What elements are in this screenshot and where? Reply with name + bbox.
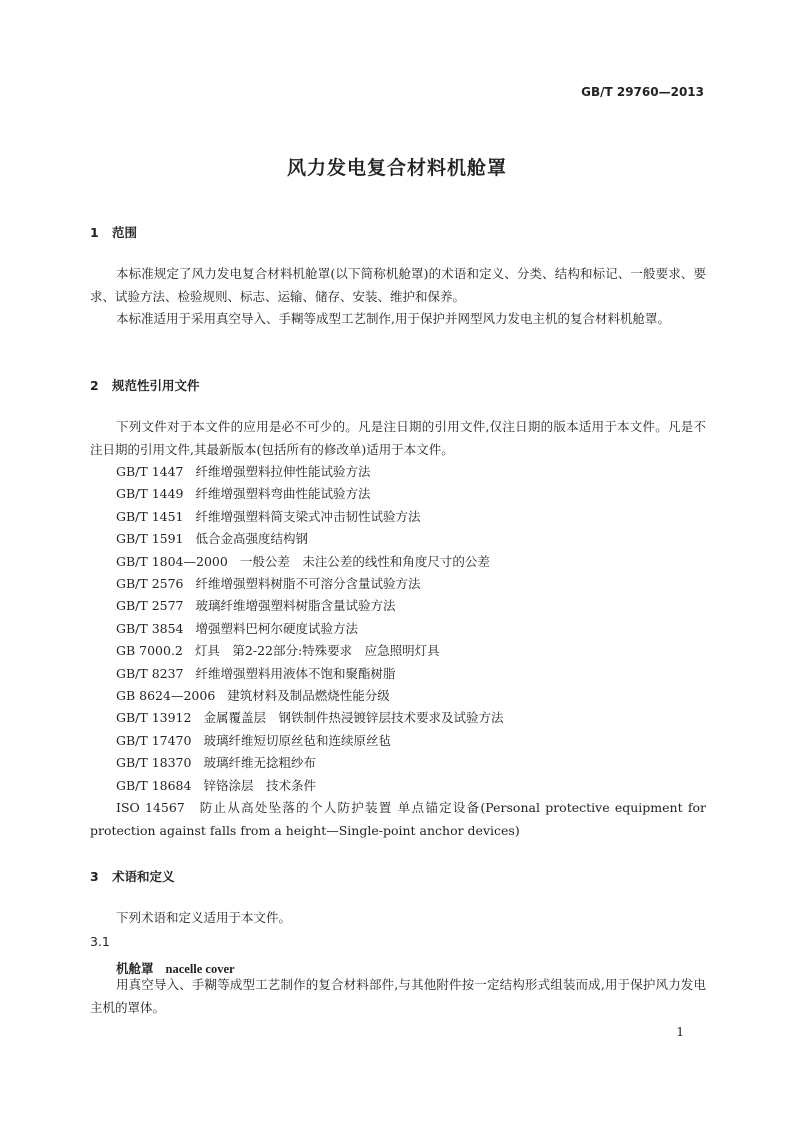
terms-intro: 下列术语和定义适用于本文件。 <box>116 910 292 925</box>
reference-item <box>90 663 706 685</box>
reference-title: 锌铬涂层 技术条件 <box>203 777 316 793</box>
reference-title: 灯具 第2-22部分:特殊要求 应急照明灯具 <box>194 643 440 659</box>
reference-code: GB/T 17470 <box>116 732 192 748</box>
clause-number: 3.1 <box>90 934 110 949</box>
section-number: 2 <box>90 378 99 393</box>
section-number: 3 <box>90 869 99 884</box>
reference-title: 玻璃纤维短切原丝毡和连续原丝毡 <box>203 732 391 748</box>
reference-code: GB/T 3854 <box>116 620 184 636</box>
reference-item <box>90 618 706 640</box>
term-chinese: 机舱罩 <box>116 961 154 976</box>
reference-code: GB/T 2576 <box>116 576 184 592</box>
reference-item <box>90 640 706 662</box>
reference-item <box>90 685 706 707</box>
reference-code: GB/T 18684 <box>116 777 192 793</box>
term-definition: 用真空导入、手糊等成型工艺制作的复合材料部件,与其他附件按一定结构形式组装而成,用于保护风力发电主机的罩体。 <box>90 977 706 1015</box>
reference-item <box>90 461 706 483</box>
reference-code: GB 7000.2 <box>116 643 183 659</box>
reference-item <box>90 707 706 729</box>
reference-code: GB/T 1591 <box>116 531 184 547</box>
section-title: 范围 <box>112 225 138 240</box>
term-english: nacelle cover <box>165 962 235 976</box>
reference-title: 纤维增强塑料简支梁式冲击韧性试验方法 <box>195 508 421 524</box>
reference-item <box>90 483 706 505</box>
reference-item <box>90 595 706 617</box>
section-number: 1 <box>90 225 99 240</box>
reference-item <box>90 573 706 595</box>
reference-code: GB/T 8237 <box>116 665 184 681</box>
reference-code: GB/T 13912 <box>116 710 192 726</box>
reference-title: 一般公差 未注公差的线性和角度尺寸的公差 <box>239 553 490 569</box>
section-3-heading <box>90 867 175 885</box>
reference-title: 增强塑料巴柯尔硬度试验方法 <box>195 620 359 636</box>
document-title: 风力发电复合材料机舱罩 <box>286 157 507 179</box>
reference-list <box>90 461 706 842</box>
reference-code: GB/T 1449 <box>116 486 184 502</box>
section-1-heading <box>90 223 137 241</box>
reference-title: 金属覆盖层 钢铁制件热浸镀锌层技术要求及试验方法 <box>203 710 504 726</box>
references-intro: 下列文件对于本文件的应用是必不可少的。凡是注日期的引用文件,仅注日期的版本适用于本文件。凡是不注日期的引用文件,其最新版本(包括所有的修改单)适用于本文件。 <box>90 419 706 457</box>
reference-title: 纤维增强塑料弯曲性能试验方法 <box>195 486 371 502</box>
reference-code: GB/T 1447 <box>116 464 184 479</box>
section-2-heading <box>90 376 200 394</box>
scope-paragraph-1: 本标准规定了风力发电复合材料机舱罩(以下简称机舱罩)的术语和定义、分类、结构和标记、一般要求、要求、试验方法、检验规则、标志、运输、储存、安装、维护和保养。 <box>90 266 706 304</box>
reference-title: 玻璃纤维增强塑料树脂含量试验方法 <box>195 598 396 614</box>
standard-code: GB/T 29760—2013 <box>581 85 704 99</box>
section-title: 规范性引用文件 <box>112 378 200 393</box>
reference-code: GB 8624—2006 <box>116 688 216 704</box>
reference-title: 建筑材料及制品燃烧性能分级 <box>227 688 390 704</box>
reference-item-iso: ISO 14567 防止从高处坠落的个人防护装置 单点锚定设备(Personal protective equipment for protection against falls from a height—Single-point anchor devices) <box>90 800 706 838</box>
page-number: 1 <box>676 1025 684 1039</box>
reference-item <box>90 752 706 774</box>
reference-item <box>90 528 706 550</box>
reference-code: GB/T 1804—2000 <box>116 553 228 569</box>
reference-title: 纤维增强塑料用液体不饱和聚酯树脂 <box>195 665 396 681</box>
reference-code: GB/T 2577 <box>116 598 184 614</box>
reference-item <box>90 730 706 752</box>
reference-title: 纤维增强塑料树脂不可溶分含量试验方法 <box>195 576 421 592</box>
scope-paragraph-2: 本标准适用于采用真空导入、手糊等成型工艺制作,用于保护并网型风力发电主机的复合材料机舱罩。 <box>116 311 670 326</box>
reference-item <box>90 551 706 573</box>
reference-item <box>90 775 706 797</box>
section-title: 术语和定义 <box>112 869 175 884</box>
reference-code: GB/T 1451 <box>116 508 184 524</box>
reference-title: 纤维增强塑料拉伸性能试验方法 <box>195 464 371 479</box>
reference-title: 低合金高强度结构钢 <box>195 531 309 547</box>
reference-code: GB/T 18370 <box>116 755 192 771</box>
reference-item <box>90 506 706 528</box>
reference-title: 玻璃纤维无捻粗纱布 <box>203 755 316 771</box>
